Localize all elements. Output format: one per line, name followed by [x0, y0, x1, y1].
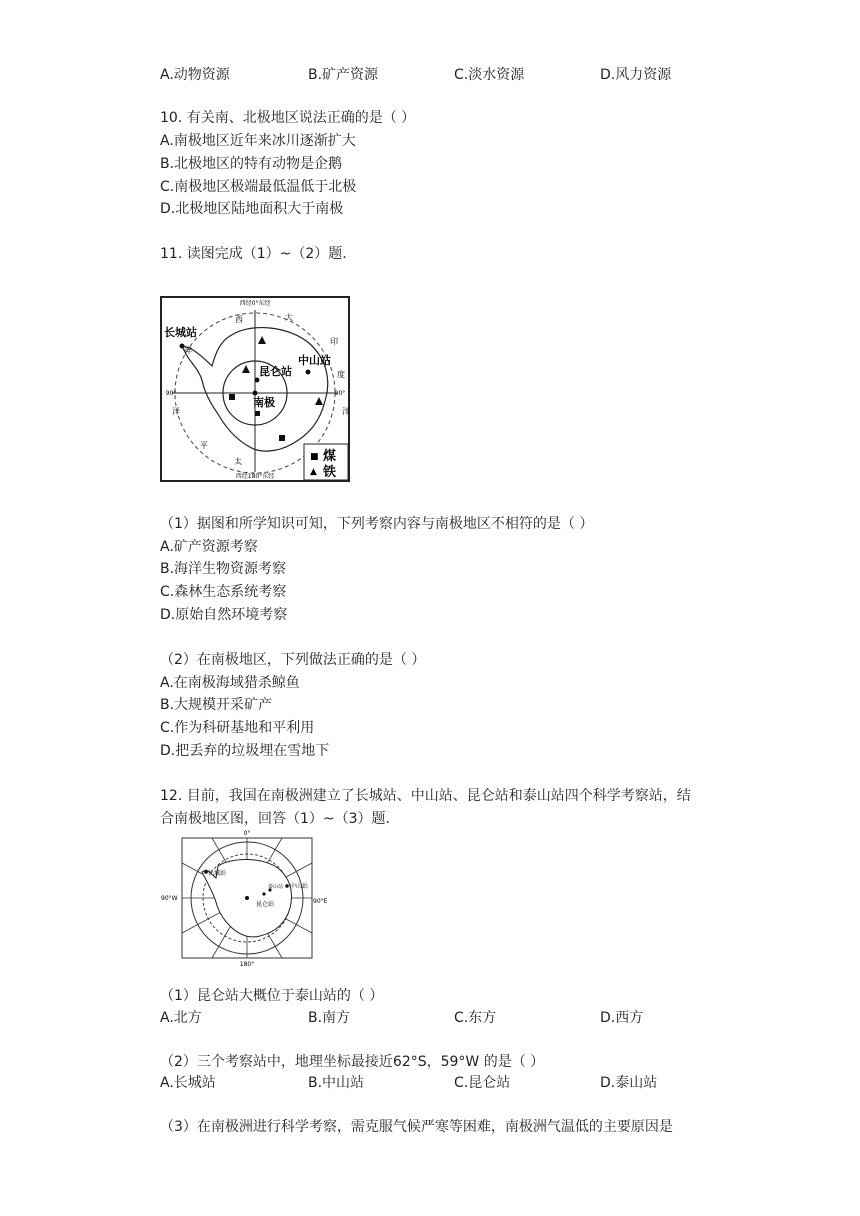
q12-sub2-stem: （2）三个考察站中，地理坐标最接近62°S，59°W 的是（ ） — [160, 1054, 545, 1070]
map1-left-label: 90° — [165, 390, 177, 397]
legend-iron-label: 铁 — [323, 465, 337, 480]
map2-bottom-label: 180° — [239, 961, 255, 968]
q11-stem: 11. 读图完成（1）~（2）题. — [160, 246, 347, 262]
q11-sub2-option-b: B.大规模开采矿产 — [160, 697, 273, 713]
q11-sub2-option-d: D.把丢弃的垃圾埋在雪地下 — [160, 743, 330, 759]
map1-station-kunlun: 昆仑站 — [259, 365, 292, 378]
svg-text:印: 印 — [330, 337, 338, 346]
q12-stem-line1: 12. 目前，我国在南极洲建立了长城站、中山站、昆仑站和泰山站四个科学考察站，结 — [160, 788, 691, 804]
legend-coal-symbol: ■ — [310, 452, 319, 462]
q12-antarctic-map — [160, 828, 335, 968]
map1-right-label: 90° — [334, 390, 346, 397]
q12-sub1-stem: （1）昆仑站大概位于泰山站的（ ） — [160, 988, 384, 1004]
q11-sub1-option-d: D.原始自然环境考察 — [160, 607, 288, 623]
map1-top-label: 西经0°东经 — [239, 300, 271, 307]
svg-text:洋: 洋 — [184, 346, 192, 355]
map2-top-label: 0° — [243, 830, 251, 837]
q12-sub2-option-b: B.中山站 — [308, 1075, 365, 1091]
q10-option-b: B.北极地区的特有动物是企鹅 — [160, 156, 343, 172]
map2-station-taishan: 泰山站 — [268, 884, 284, 890]
svg-text:洋: 洋 — [342, 407, 350, 416]
map1-south-pole: 南极 — [253, 396, 275, 409]
q9-options — [160, 65, 720, 85]
legend-iron-symbol: ▲ — [310, 467, 317, 477]
q11-sub2-option-a: A.在南极海域猎杀鲸鱼 — [160, 675, 300, 691]
q10-option-d: D.北极地区陆地面积大于南极 — [160, 201, 344, 217]
q11-sub2-option-c: C.作为科研基地和平利用 — [160, 720, 315, 736]
map1-station-zhongshan: 中山站 — [298, 354, 331, 367]
q12-sub2-option-a: A.长城站 — [160, 1075, 216, 1091]
q12-sub2-option-d: D.泰山站 — [600, 1075, 658, 1091]
q12-sub1-option-b: B.南方 — [308, 1010, 351, 1026]
q12-sub2-options — [160, 1073, 720, 1093]
q12-sub3-stem: （3）在南极洲进行科学考察，需克服气候严寒等困难，南极洲气温低的主要原因是 — [160, 1119, 673, 1135]
svg-text:洋: 洋 — [172, 407, 180, 416]
svg-text:平: 平 — [200, 441, 208, 450]
q9-option-a: A.动物资源 — [160, 67, 230, 83]
q12-sub1-options — [160, 1008, 720, 1028]
q11-sub2-stem: （2）在南极地区，下列做法正确的是（ ） — [160, 652, 426, 668]
q10-stem: 10. 有关南、北极地区说法正确的是（ ） — [160, 110, 416, 126]
map2-right-label: 90°E — [313, 898, 328, 905]
q11-antarctic-map — [160, 296, 350, 482]
map2-station-kunlun: 昆仑站 — [256, 901, 275, 908]
q11-sub1-option-c: C.森林生态系统考察 — [160, 584, 287, 600]
q12-sub1-option-d: D.西方 — [600, 1010, 644, 1026]
svg-text:西: 西 — [235, 315, 243, 324]
map2-left-label: 90°W — [161, 895, 178, 902]
q11-sub1-stem: （1）据图和所学知识可知，下列考察内容与南极地区不相符的是（ ） — [160, 516, 594, 532]
svg-text:度: 度 — [337, 370, 345, 379]
map1-bottom-label: 西经180°东经 — [235, 473, 275, 480]
svg-text:太: 太 — [234, 457, 242, 466]
svg-text:大: 大 — [285, 313, 293, 322]
map1-station-great-wall: 长城站 — [164, 326, 197, 339]
q10-option-a: A.南极地区近年来冰川逐渐扩大 — [160, 133, 356, 149]
q9-option-b: B.矿产资源 — [308, 67, 379, 83]
q10-option-c: C.南极地区极端最低温低于北极 — [160, 179, 357, 195]
q12-sub1-option-a: A.北方 — [160, 1010, 202, 1026]
map2-station-great-wall: 长城站 — [208, 870, 227, 877]
map2-station-zhongshan: 中山站 — [290, 883, 309, 890]
q9-option-c: C.淡水资源 — [454, 67, 525, 83]
q11-sub1-option-a: A.矿产资源考察 — [160, 539, 258, 555]
q9-option-d: D.风力资源 — [600, 67, 672, 83]
legend-coal-label: 煤 — [323, 449, 337, 464]
q12-sub1-option-c: C.东方 — [454, 1010, 497, 1026]
q12-stem-line2: 合南极地区图，回答（1）~（3）题. — [160, 811, 390, 827]
q12-sub2-option-c: C.昆仑站 — [454, 1075, 511, 1091]
q11-sub1-option-b: B.海洋生物资源考察 — [160, 561, 287, 577]
